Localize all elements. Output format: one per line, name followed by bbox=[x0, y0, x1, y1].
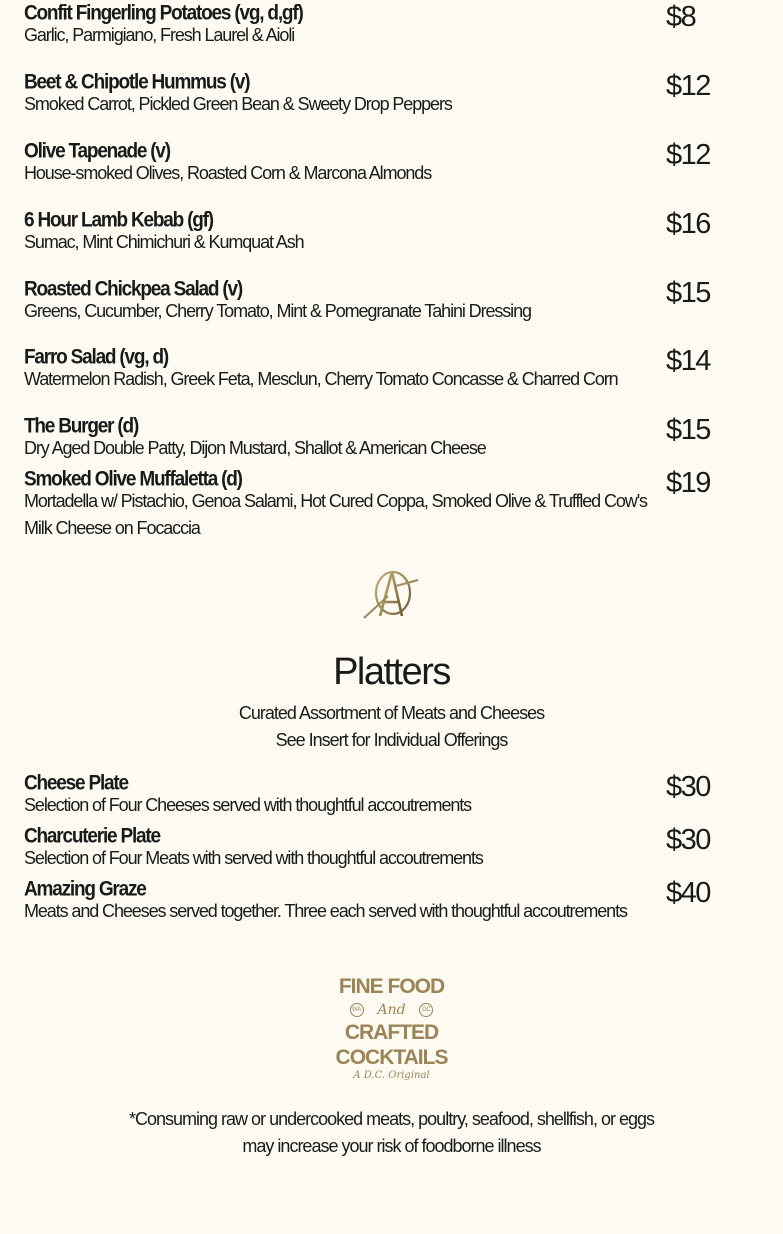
platter-item bbox=[24, 771, 764, 819]
item-price: $30 bbox=[666, 824, 710, 856]
item-description: Garlic, Parmigiano, Fresh Laurel & Aioli bbox=[24, 25, 295, 45]
menu-item bbox=[24, 414, 764, 462]
item-name: Confit Fingerling Potatoes (vg, d,gf) bbox=[24, 1, 303, 26]
item-description: Greens, Cucumber, Cherry Tomato, Mint & Pomegranate Tahini Dressing bbox=[24, 301, 531, 321]
menu-item bbox=[24, 1, 764, 49]
tagline-line: A D.C. Original bbox=[353, 1070, 430, 1081]
item-price: $12 bbox=[666, 139, 710, 171]
platter-item bbox=[24, 877, 764, 925]
tagline-logo bbox=[0, 974, 783, 1081]
monogram-logo bbox=[0, 566, 783, 627]
monogram-icon bbox=[362, 566, 422, 622]
item-price: $15 bbox=[666, 414, 710, 446]
menu-item bbox=[24, 345, 764, 393]
tagline-line: FINE FOOD bbox=[338, 975, 445, 998]
item-description: Meats and Cheeses served together. Three each served with thoughtful accoutrements bbox=[24, 901, 627, 921]
item-name: Beet & Chipotle Hummus (v) bbox=[24, 70, 250, 95]
item-price: $30 bbox=[666, 771, 710, 803]
item-name: 6 Hour Lamb Kebab (gf) bbox=[24, 208, 213, 233]
disclaimer: *Consuming raw or undercooked meats, poultry, seafood, shellfish, or eggs bbox=[129, 1109, 654, 1129]
item-price: $8 bbox=[666, 1, 696, 33]
menu-item bbox=[24, 139, 764, 187]
tagline-line: CRAFTED bbox=[344, 1021, 439, 1044]
section-subtitle: See Insert for Individual Offerings bbox=[275, 730, 508, 750]
tagline-line: COCKTAILS bbox=[335, 1046, 448, 1069]
item-name: Smoked Olive Muffaletta (d) bbox=[24, 467, 242, 492]
tagline-and-row bbox=[0, 999, 783, 1020]
section-subtitle: Curated Assortment of Meats and Cheeses bbox=[238, 703, 545, 723]
item-name: Roasted Chickpea Salad (v) bbox=[24, 277, 242, 302]
item-name: Charcuterie Plate bbox=[24, 824, 160, 849]
item-description: House-smoked Olives, Roasted Corn & Marcona Almonds bbox=[24, 163, 432, 183]
menu-item bbox=[24, 277, 764, 325]
item-description: Sumac, Mint Chimichuri & Kumquat Ash bbox=[24, 232, 304, 252]
item-price: $12 bbox=[666, 70, 710, 102]
item-price: $40 bbox=[666, 877, 710, 909]
menu-item bbox=[24, 467, 764, 542]
item-description: Selection of Four Meats with served with thoughtful accoutrements bbox=[24, 848, 483, 868]
item-name: Olive Tapenade (v) bbox=[24, 139, 170, 164]
item-description: Mortadella w/ Pistachio, Genoa Salami, Hot Cured Coppa, Smoked Olive & Truffled Cow's Milk Cheese on Focaccia bbox=[24, 491, 647, 538]
menu-item bbox=[24, 208, 764, 256]
item-price: $14 bbox=[666, 345, 710, 377]
item-description: Smoked Carrot, Pickled Green Bean & Sweety Drop Peppers bbox=[24, 94, 452, 114]
menu-item bbox=[24, 70, 764, 118]
badge-icon: WA bbox=[350, 1003, 364, 1017]
tagline-and: And bbox=[377, 1002, 406, 1018]
item-name: Farro Salad (vg, d) bbox=[24, 345, 169, 370]
item-name: Cheese Plate bbox=[24, 771, 128, 796]
item-price: $15 bbox=[666, 277, 710, 309]
disclaimer: may increase your risk of foodborne illness bbox=[242, 1136, 541, 1156]
item-name: The Burger (d) bbox=[24, 414, 139, 439]
item-description: Watermelon Radish, Greek Feta, Mesclun, Cherry Tomato Concasse & Charred Corn bbox=[24, 369, 618, 389]
item-name: Amazing Graze bbox=[24, 877, 146, 902]
item-description: Selection of Four Cheeses served with thoughtful accoutrements bbox=[24, 795, 472, 815]
section-title: Platters bbox=[333, 651, 450, 693]
platter-item bbox=[24, 824, 764, 872]
item-price: $16 bbox=[666, 208, 710, 240]
item-description: Dry Aged Double Patty, Dijon Mustard, Shallot & American Cheese bbox=[24, 438, 486, 458]
badge-icon: DC bbox=[419, 1003, 433, 1017]
item-price: $19 bbox=[666, 467, 710, 499]
